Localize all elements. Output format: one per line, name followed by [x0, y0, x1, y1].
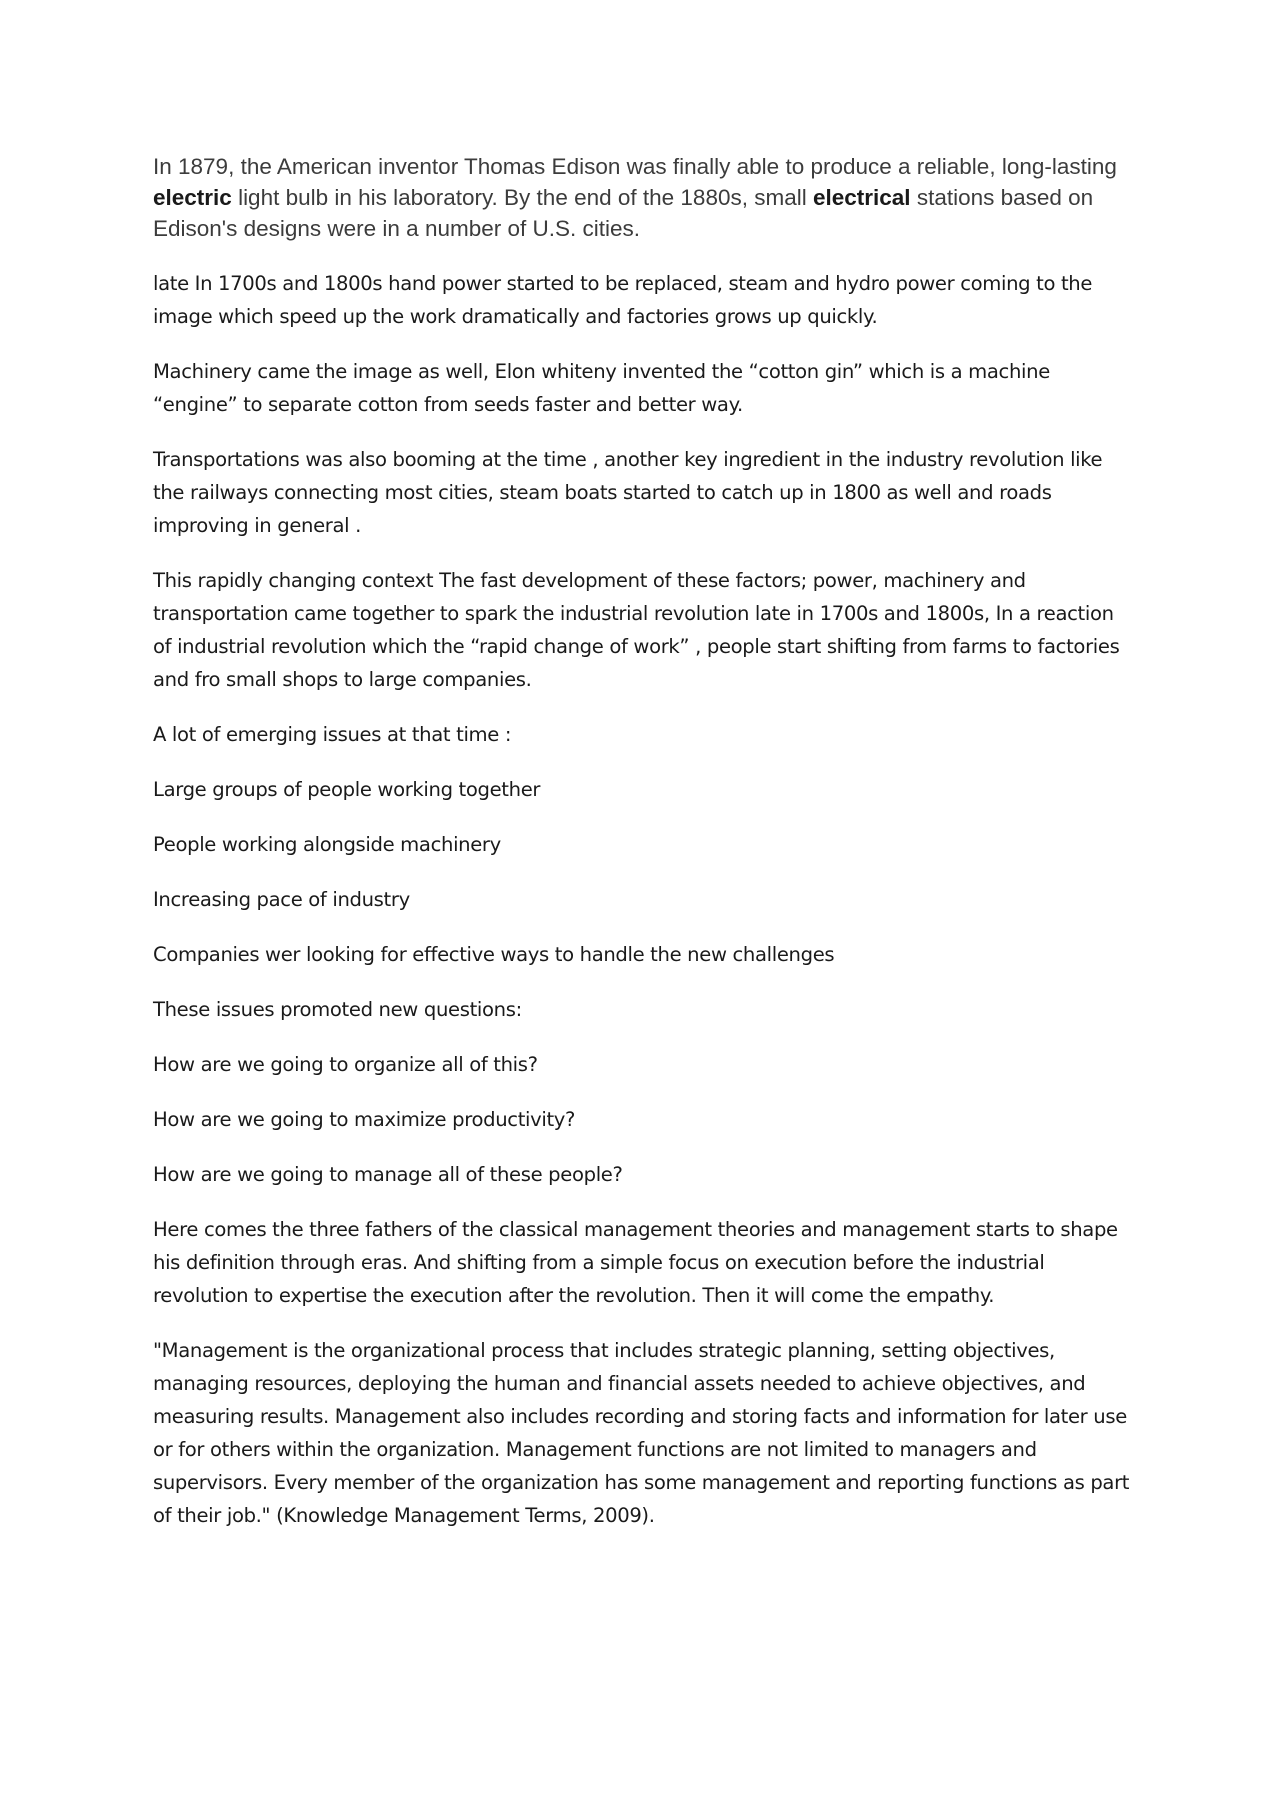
- document-page: [153, 151, 1133, 1554]
- question-item: How are we going to maximize productivity?: [153, 1108, 576, 1131]
- paragraph-issues-heading: A lot of emerging issues at that time :: [153, 723, 512, 746]
- issue-item: People working alongside machinery: [153, 833, 501, 856]
- issue-item: Increasing pace of industry: [153, 888, 410, 911]
- paragraph-quote: "Management is the organizational process that includes strategic planning, setting objectives, managing resources, deploying the human and financial assets needed to achieve objectives, and measuring results. Management also includes recording and storing facts and information for later use or for others within the organization. Management functions are not limited to managers and supervisors. Every member of the organization has some management and reporting functions as part of their job." (Knowledge Management Terms, 2009).: [153, 1339, 1130, 1527]
- issue-item: Large groups of people working together: [153, 778, 541, 801]
- question-item: How are we going to manage all of these people?: [153, 1163, 623, 1186]
- paragraph-power: late In 1700s and 1800s hand power started to be replaced, steam and hydro power coming to the image which speed up the work dramatically and factories grows up quickly.: [153, 272, 1093, 328]
- paragraph-questions-heading: These issues promoted new questions:: [153, 998, 522, 1021]
- intro-text-1: In 1879, the American inventor Thomas Edison was finally able to produce a reliable, long-lasting: [153, 154, 1117, 179]
- paragraph-machinery: Machinery came the image as well, Elon whiteny invented the “cotton gin” which is a machine “engine” to separate cotton from seeds faster and better way.: [153, 360, 1050, 416]
- intro-text-3: stations based on Edison's designs were in a number of U.S. cities.: [153, 185, 1094, 241]
- paragraph-transportation: Transportations was also booming at the time , another key ingredient in the industry revolution like the railways connecting most cities, steam boats started to catch up in 1800 as well and roads improving in general .: [153, 448, 1103, 537]
- paragraph-context: This rapidly changing context The fast development of these factors; power, machinery and transportation came together to spark the industrial revolution late in 1700s and 1800s, In a reaction of industrial revolution which the “rapid change of work” , people start shifting from farms to factories and fro small shops to large companies.: [153, 569, 1120, 691]
- paragraph-fathers: Here comes the three fathers of the classical management theories and management starts to shape his definition through eras. And shifting from a simple focus on execution before the industrial revolution to expertise the execution after the revolution. Then it will come the empathy.: [153, 1218, 1118, 1307]
- intro-bold-electric: electric: [153, 185, 232, 210]
- question-item: How are we going to organize all of this?: [153, 1053, 538, 1076]
- intro-bold-electrical: electrical: [812, 185, 911, 210]
- issue-item: Companies wer looking for effective ways to handle the new challenges: [153, 943, 835, 966]
- intro-paragraph: [153, 151, 1133, 244]
- intro-text-2: light bulb in his laboratory. By the end of the 1880s, small: [231, 185, 813, 210]
